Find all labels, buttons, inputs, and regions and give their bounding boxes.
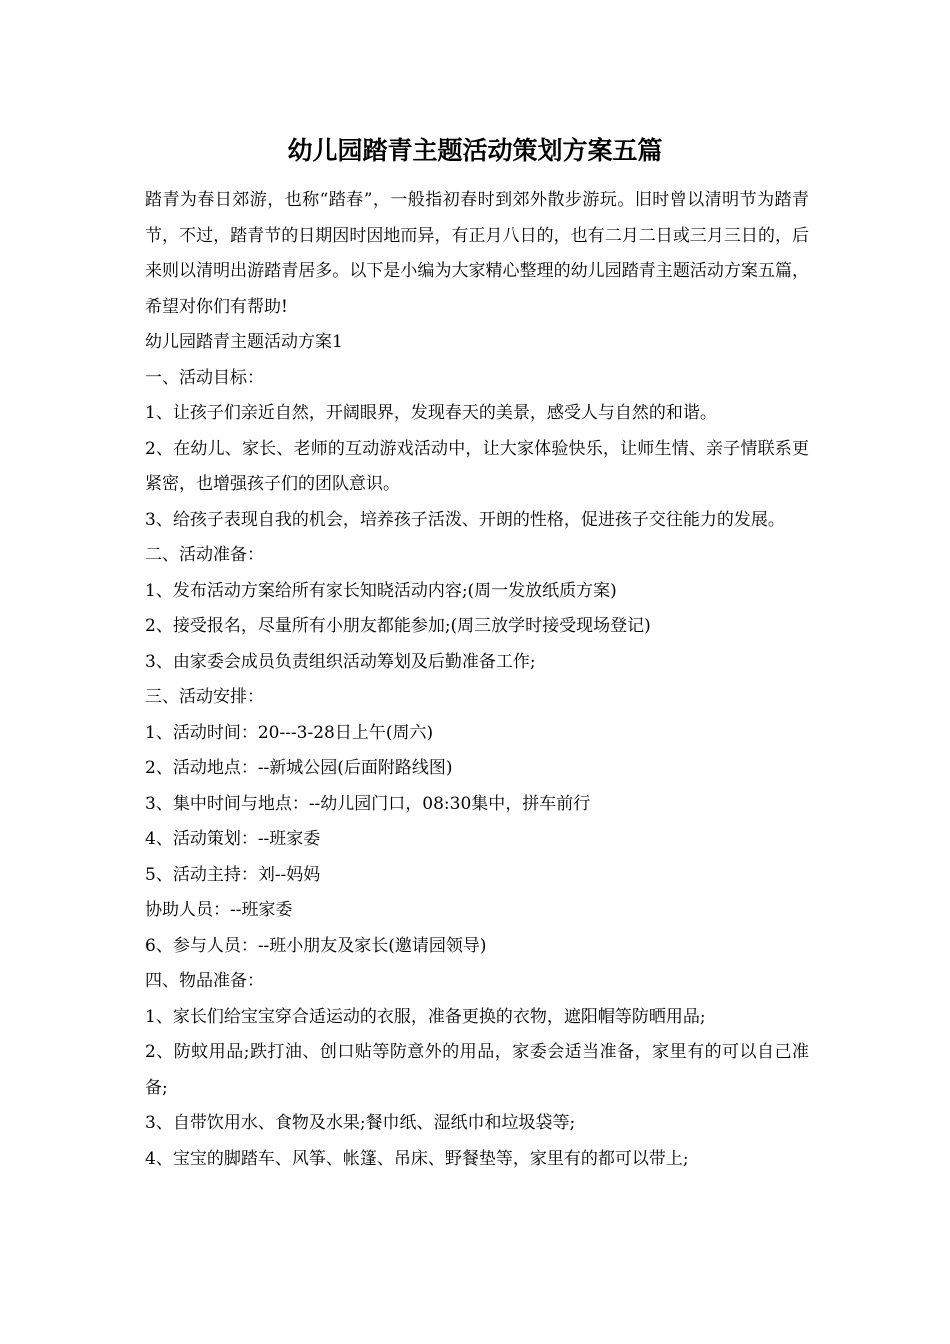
section-heading-plan-1: 幼儿园踏青主题活动方案1 — [145, 332, 343, 352]
heading-activity-arrangement: 三、活动安排： — [145, 687, 264, 707]
arrangement-item-gathering: 3、集中时间与地点：--幼儿园门口，08:30集中，拼车前行 — [145, 793, 591, 814]
arrangement-item-participants: 6、参与人员：--班小朋友及家长(邀请园领导) — [145, 935, 487, 956]
arrangement-item-planning: 4、活动策划：--班家委 — [145, 829, 321, 849]
supplies-item-4: 4、宝宝的脚踏车、风筝、帐篷、吊床、野餐垫等，家里有的都可以带上; — [145, 1148, 689, 1169]
goal-item-2: 2、在幼儿、家长、老师的互动游戏活动中，让大家体验快乐，让师生情、亲子情联系更紧密，也增强孩子们的团队意识。 — [145, 438, 809, 494]
arrangement-item-assistants: 协助人员：--班家委 — [145, 900, 293, 920]
document-body — [145, 183, 809, 1177]
heading-activity-goals: 一、活动目标： — [145, 367, 264, 388]
heading-activity-preparation: 二、活动准备： — [145, 545, 264, 565]
supplies-item-3: 3、自带饮用水、食物及水果;餐巾纸、湿纸巾和垃圾袋等; — [145, 1113, 576, 1133]
document-title: 幼儿园踏青主题活动策划方案五篇 — [287, 136, 663, 165]
goal-item-3: 3、给孩子表现自我的机会，培养孩子活泼、开朗的性格，促进孩子交往能力的发展。 — [145, 509, 785, 530]
preparation-item-1: 1、发布活动方案给所有家长知晓活动内容;(周一发放纸质方案) — [145, 580, 617, 601]
preparation-item-3: 3、由家委会成员负责组织活动筹划及后勤准备工作; — [145, 651, 536, 672]
arrangement-item-host: 5、活动主持：刘--妈妈 — [145, 864, 321, 885]
arrangement-item-time: 1、活动时间：20---3-28日上午(周六) — [145, 722, 434, 743]
heading-supplies-preparation: 四、物品准备： — [145, 971, 264, 991]
supplies-item-2: 2、防蚊用品;跌打油、创口贴等防意外的用品，家委会适当准备，家里有的可以自己准备; — [145, 1042, 809, 1098]
goal-item-1: 1、让孩子们亲近自然，开阔眼界，发现春天的美景，感受人与自然的和谐。 — [145, 403, 717, 423]
arrangement-item-location: 2、活动地点：--新城公园(后面附路线图) — [145, 758, 453, 778]
supplies-item-1: 1、家长们给宝宝穿合适运动的衣服，准备更换的衣物，遮阳帽等防晒用品; — [145, 1006, 706, 1027]
preparation-item-2: 2、接受报名，尽量所有小朋友都能参加;(周三放学时接受现场登记) — [145, 616, 651, 636]
intro-paragraph: 踏青为春日郊游，也称“踏春”，一般指初春时到郊外散步游玩。旧时曾以清明节为踏青节，不过，踏青节的日期因时因地而异，有正月八日的，也有二月二日或三月三日的，后来则以清明出游踏青居多。以下是小编为大家精心整理的幼儿园踏青主题活动方案五篇，希望对你们有帮助! — [145, 190, 809, 317]
